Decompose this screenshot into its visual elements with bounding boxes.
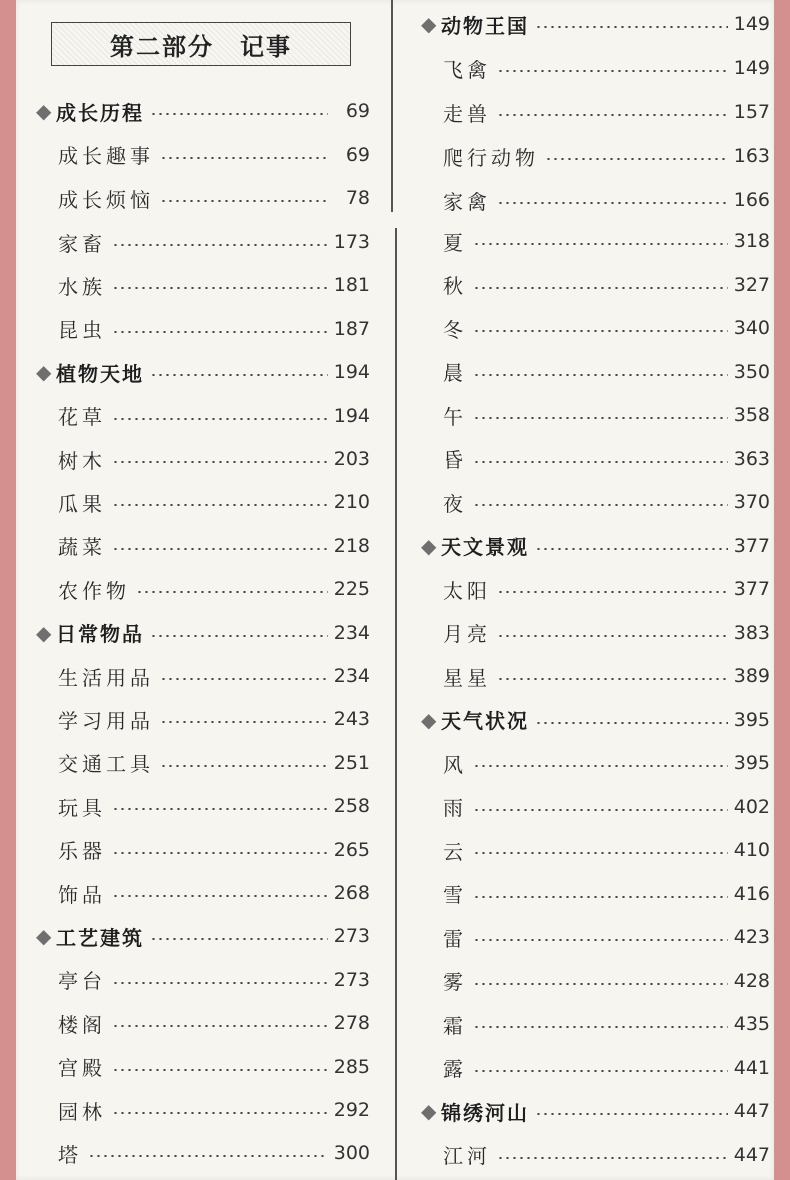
toc-page-number: 273 xyxy=(333,968,370,991)
diamond-marker-icon: ◆ xyxy=(36,360,52,385)
toc-page-number: 447 xyxy=(733,1100,770,1122)
toc-page-number: 340 xyxy=(733,317,770,339)
toc-entry-label: 饰品 xyxy=(58,882,106,907)
toc-item-entry xyxy=(58,314,370,344)
toc-page-number: 447 xyxy=(733,1143,770,1166)
toc-entry-label: 生活用品 xyxy=(58,665,154,690)
dot-leader xyxy=(112,1069,328,1071)
toc-page-number: 265 xyxy=(333,838,370,861)
toc-item-entry xyxy=(443,313,770,343)
toc-item-entry xyxy=(443,661,770,691)
toc-section-entry xyxy=(36,618,370,648)
toc-item-entry xyxy=(58,1095,370,1125)
toc-item-entry xyxy=(443,226,770,256)
dot-leader xyxy=(112,1025,328,1027)
toc-page-number: 350 xyxy=(733,360,770,383)
diamond-marker-icon: ◆ xyxy=(36,924,52,949)
toc-entry-label: 雾 xyxy=(443,970,467,994)
toc-item-entry xyxy=(443,574,770,604)
toc-page-number: 383 xyxy=(733,621,770,644)
diamond-marker-icon: ◆ xyxy=(421,1099,437,1123)
toc-page-number: 428 xyxy=(733,969,770,992)
dot-leader xyxy=(497,70,728,72)
toc-page-number: 187 xyxy=(333,317,370,340)
toc-page-number: 358 xyxy=(733,404,770,426)
toc-entry-label: 亭台 xyxy=(58,969,106,994)
dot-leader xyxy=(160,765,328,767)
toc-page-number: 278 xyxy=(333,1012,370,1035)
toc-page-number: 370 xyxy=(733,491,770,513)
toc-entry-label: 成长趣事 xyxy=(58,144,154,168)
dot-leader xyxy=(112,548,328,550)
toc-page-number: 389 xyxy=(733,665,770,687)
dot-leader xyxy=(535,548,728,550)
toc-entry-label: 动物王国 xyxy=(441,13,529,38)
dot-leader xyxy=(473,939,728,941)
toc-item-entry xyxy=(58,1052,370,1082)
toc-item-entry xyxy=(443,444,770,474)
dot-leader xyxy=(497,202,728,204)
toc-section-entry xyxy=(421,531,770,561)
toc-item-entry xyxy=(58,791,370,821)
dot-leader xyxy=(88,1155,328,1157)
dot-leader xyxy=(112,504,328,506)
toc-item-entry xyxy=(443,487,770,517)
toc-entry-label: 工艺建筑 xyxy=(56,925,144,950)
toc-page xyxy=(16,0,774,1180)
toc-page-number: 166 xyxy=(733,189,770,212)
toc-item-entry xyxy=(58,878,370,908)
toc-item-entry xyxy=(58,531,370,561)
toc-entry-label: 树木 xyxy=(58,448,106,473)
toc-item-entry xyxy=(58,965,370,995)
toc-page-number: 251 xyxy=(333,751,370,774)
toc-item-entry xyxy=(58,661,370,691)
toc-page-number: 149 xyxy=(733,57,770,80)
toc-entry-label: 太阳 xyxy=(443,578,491,603)
toc-item-entry xyxy=(443,185,770,215)
toc-entry-label: 农作物 xyxy=(58,578,130,603)
toc-item-entry xyxy=(58,574,370,604)
toc-entry-label: 天气状况 xyxy=(441,709,529,733)
dot-leader xyxy=(473,504,728,506)
toc-page-number: 300 xyxy=(333,1142,370,1165)
dot-leader xyxy=(112,852,328,854)
toc-entry-label: 走兽 xyxy=(443,101,491,126)
toc-section-entry xyxy=(421,1096,770,1126)
toc-entry-label: 塔 xyxy=(58,1142,82,1167)
toc-item-entry xyxy=(58,487,370,517)
toc-section-entry xyxy=(36,357,370,387)
dot-leader xyxy=(473,243,728,245)
toc-item-entry xyxy=(58,183,370,213)
dot-leader xyxy=(112,895,328,897)
dot-leader xyxy=(535,722,728,724)
toc-page-number: 163 xyxy=(733,145,770,168)
toc-page-number: 181 xyxy=(333,274,370,297)
toc-section-entry xyxy=(421,705,770,735)
toc-entry-label: 爬行动物 xyxy=(443,145,539,170)
toc-entry-label: 午 xyxy=(443,404,467,429)
diamond-marker-icon: ◆ xyxy=(36,620,52,645)
dot-leader xyxy=(473,896,728,898)
dot-leader xyxy=(112,287,328,289)
toc-page-number: 225 xyxy=(333,578,370,601)
toc-entry-label: 雷 xyxy=(443,926,467,951)
dot-leader xyxy=(497,591,728,593)
toc-item-entry xyxy=(443,748,770,778)
dot-leader xyxy=(112,418,328,420)
toc-page-number: 243 xyxy=(333,708,370,731)
toc-item-entry xyxy=(443,400,770,430)
part-heading: 第二部分 记事 xyxy=(110,32,292,61)
toc-page-number: 218 xyxy=(333,534,370,557)
toc-page-number: 194 xyxy=(333,404,370,427)
dot-leader xyxy=(160,200,328,202)
toc-page-number: 234 xyxy=(333,621,370,644)
toc-entry-label: 瓜果 xyxy=(58,491,106,516)
toc-entry-label: 交通工具 xyxy=(58,752,154,777)
toc-entry-label: 风 xyxy=(443,752,467,777)
toc-entry-label: 月亮 xyxy=(443,622,491,646)
dot-leader xyxy=(497,1157,728,1159)
toc-entry-label: 锦绣河山 xyxy=(441,1100,529,1125)
toc-item-entry xyxy=(443,966,770,996)
toc-entry-label: 学习用品 xyxy=(58,708,154,733)
part-heading-box xyxy=(51,22,351,66)
toc-entry-label: 家禽 xyxy=(443,189,491,214)
toc-page-number: 395 xyxy=(733,752,770,774)
dot-leader xyxy=(112,244,328,246)
dot-leader xyxy=(473,852,728,854)
toc-item-entry xyxy=(443,618,770,648)
dot-leader xyxy=(160,678,328,680)
toc-item-entry xyxy=(58,704,370,734)
lower-column-divider xyxy=(395,228,397,1180)
dot-leader xyxy=(473,374,728,376)
toc-page-number: 273 xyxy=(333,925,370,948)
dot-leader xyxy=(473,287,728,289)
dot-leader xyxy=(112,982,328,984)
toc-page-number: 203 xyxy=(333,448,370,470)
dot-leader xyxy=(497,678,728,680)
dot-leader xyxy=(473,1070,728,1072)
dot-leader xyxy=(497,635,728,637)
toc-page-number: 402 xyxy=(733,795,770,818)
toc-entry-label: 园林 xyxy=(58,1099,106,1124)
toc-item-entry xyxy=(58,1138,370,1168)
toc-page-number: 78 xyxy=(345,187,370,209)
dot-leader xyxy=(473,330,728,332)
toc-page-number: 157 xyxy=(733,101,770,124)
toc-item-entry xyxy=(443,141,770,171)
dot-leader xyxy=(160,721,328,723)
toc-page-number: 377 xyxy=(733,534,770,557)
toc-page-number: 173 xyxy=(333,231,370,253)
toc-page-number: 363 xyxy=(733,447,770,470)
dot-leader xyxy=(473,765,728,767)
dot-leader xyxy=(473,461,728,463)
toc-page-number: 318 xyxy=(733,230,770,252)
diamond-marker-icon: ◆ xyxy=(421,12,437,36)
toc-page-number: 416 xyxy=(733,882,770,905)
toc-entry-label: 楼阁 xyxy=(58,1012,106,1037)
toc-entry-label: 昏 xyxy=(443,448,467,472)
toc-item-entry xyxy=(443,1009,770,1039)
dot-leader xyxy=(473,1026,728,1028)
toc-page-number: 435 xyxy=(733,1013,770,1035)
toc-item-entry xyxy=(443,835,770,865)
toc-page-number: 377 xyxy=(733,578,770,600)
toc-entry-label: 秋 xyxy=(443,274,467,298)
toc-entry-label: 蔬菜 xyxy=(58,535,106,560)
toc-item-entry xyxy=(443,270,770,300)
dot-leader xyxy=(473,983,728,985)
toc-entry-label: 天文景观 xyxy=(441,535,529,559)
toc-entry-label: 晨 xyxy=(443,361,467,385)
dot-leader xyxy=(150,635,328,637)
toc-entry-label: 雪 xyxy=(443,883,467,907)
diamond-marker-icon: ◆ xyxy=(36,99,52,123)
dot-leader xyxy=(150,113,328,115)
toc-entry-label: 成长烦恼 xyxy=(58,187,154,212)
toc-item-entry xyxy=(58,270,370,300)
dot-leader xyxy=(136,591,328,593)
toc-entry-label: 夏 xyxy=(443,230,467,255)
toc-page-number: 194 xyxy=(333,361,370,384)
toc-item-entry xyxy=(58,401,370,431)
toc-entry-label: 飞禽 xyxy=(443,57,491,82)
toc-page-number: 149 xyxy=(733,13,770,35)
toc-entry-label: 云 xyxy=(443,839,467,864)
toc-page-number: 423 xyxy=(733,926,770,948)
dot-leader xyxy=(112,461,328,463)
toc-page-number: 285 xyxy=(333,1055,370,1078)
toc-entry-label: 植物天地 xyxy=(56,361,144,386)
toc-page-number: 410 xyxy=(733,839,770,861)
dot-leader xyxy=(535,26,728,28)
toc-entry-label: 江河 xyxy=(443,1144,491,1168)
toc-page-number: 292 xyxy=(333,1099,370,1121)
toc-item-entry xyxy=(443,792,770,822)
toc-item-entry xyxy=(443,53,770,83)
diamond-marker-icon: ◆ xyxy=(421,533,437,558)
toc-item-entry xyxy=(443,1140,770,1170)
dot-leader xyxy=(112,331,328,333)
toc-entry-label: 花草 xyxy=(58,405,106,430)
toc-item-entry xyxy=(443,922,770,952)
toc-item-entry xyxy=(443,879,770,909)
toc-entry-label: 雨 xyxy=(443,796,467,820)
toc-section-entry xyxy=(36,96,370,126)
toc-page-number: 69 xyxy=(345,143,370,166)
toc-section-entry xyxy=(421,9,770,39)
toc-entry-label: 冬 xyxy=(443,317,467,342)
toc-item-entry xyxy=(443,97,770,127)
dot-leader xyxy=(112,808,328,810)
dot-leader xyxy=(160,157,328,159)
toc-entry-label: 日常物品 xyxy=(56,622,144,647)
toc-item-entry xyxy=(58,140,370,170)
toc-entry-label: 霜 xyxy=(443,1013,467,1038)
toc-entry-label: 露 xyxy=(443,1057,467,1081)
dot-leader xyxy=(150,938,328,940)
dot-leader xyxy=(535,1113,728,1115)
toc-entry-label: 家畜 xyxy=(58,231,106,256)
dot-leader xyxy=(545,158,728,160)
dot-leader xyxy=(473,809,728,811)
toc-section-entry xyxy=(36,921,370,951)
dot-leader xyxy=(473,417,728,419)
toc-page-number: 441 xyxy=(733,1056,770,1079)
toc-item-entry xyxy=(58,444,370,474)
toc-item-entry xyxy=(58,748,370,778)
dot-leader xyxy=(497,114,728,116)
toc-item-entry xyxy=(58,1008,370,1038)
dot-leader xyxy=(150,374,328,376)
toc-entry-label: 宫殿 xyxy=(58,1056,106,1081)
toc-page-number: 327 xyxy=(733,273,770,296)
toc-entry-label: 水族 xyxy=(58,274,106,299)
toc-page-number: 268 xyxy=(333,882,370,904)
toc-entry-label: 乐器 xyxy=(58,839,106,864)
upper-column-divider xyxy=(391,0,393,212)
toc-page-number: 210 xyxy=(333,491,370,514)
dot-leader xyxy=(112,1112,328,1114)
toc-page-number: 234 xyxy=(333,665,370,687)
toc-item-entry xyxy=(443,357,770,387)
toc-item-entry xyxy=(58,227,370,257)
toc-entry-label: 玩具 xyxy=(58,795,106,820)
toc-page-number: 69 xyxy=(345,100,370,122)
toc-page-number: 395 xyxy=(733,708,770,731)
diamond-marker-icon: ◆ xyxy=(421,707,437,732)
toc-item-entry xyxy=(443,1053,770,1083)
toc-entry-label: 成长历程 xyxy=(56,100,144,125)
toc-item-entry xyxy=(58,835,370,865)
toc-entry-label: 星星 xyxy=(443,665,491,690)
toc-entry-label: 夜 xyxy=(443,491,467,516)
toc-entry-label: 昆虫 xyxy=(58,318,106,343)
toc-page-number: 258 xyxy=(333,795,370,818)
